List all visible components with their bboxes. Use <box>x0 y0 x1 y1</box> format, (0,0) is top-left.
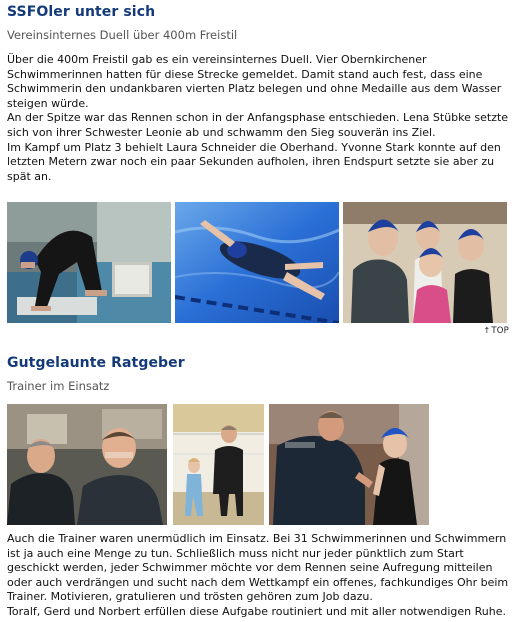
section-subtitle: Trainer im Einsatz <box>7 379 110 393</box>
section-subtitle: Vereinsinternes Duell über 400m Freistil <box>7 28 238 42</box>
arrow-up-icon: ↑ <box>483 326 491 335</box>
swimmer-start-block-photo[interactable] <box>7 202 171 323</box>
section-body-text: Auch die Trainer waren unermüdlich im Einsatz. Bei 31 Schwimmerinnen und Schwimmern ist ja auch eine Menge zu tun. Schließlich muss nicht nur jeder pünktlich zum Start geschickt werden, jeder Schwimmer möchte vor dem Rennen seine Aufregung mitteilen oder auch verdrängen und sucht nach dem Wettkampf ein offenes, fachkundiges Ohr beim Trainer. Motivieren, gratulieren und trösten gehören zum Job dazu. Toralf, Gerd und Norbert erfüllen diese Aufgabe routiniert und mit aller notwendigen Ruhe. <box>7 532 509 618</box>
section-title: SSFOler unter sich <box>7 4 156 20</box>
trainer-advising-swimmer-photo[interactable] <box>269 404 429 525</box>
section-title: Gutgelaunte Ratgeber <box>7 355 185 371</box>
back-to-top-link[interactable] <box>483 324 509 339</box>
back-to-top-label: TOP <box>491 326 509 336</box>
trainers-portrait-photo[interactable] <box>7 404 167 525</box>
swimmer-underwater-photo[interactable] <box>175 202 339 323</box>
trainer-with-child-photo[interactable] <box>173 404 264 525</box>
section-body-text: Über die 400m Freistil gab es ein vereinsinternes Duell. Vier Obernkirchener Schwimmerinnen hatten für diese Strecke gemeldet. Damit stand auch fest, dass eine Schwimmerin den undankbaren vierten Platz belegen und ohne Medaille aus dem Wasser steigen würde. An der Spitze war das Rennen schon in der Anfangsphase entschieden. Lena Stübke setzte sich von ihrer Schwester Leonie ab und schwamm den Sieg souverän ins Ziel. Im Kampf um Platz 3 behielt Laura Schneider die Oberhand. Yvonne Stark konnte auf den letzten Metern zwar noch ein paar Sekunden aufholen, ihren Endspurt setzte sie aber zu spät an. <box>7 53 509 183</box>
swimmers-group-photo[interactable] <box>343 202 507 323</box>
